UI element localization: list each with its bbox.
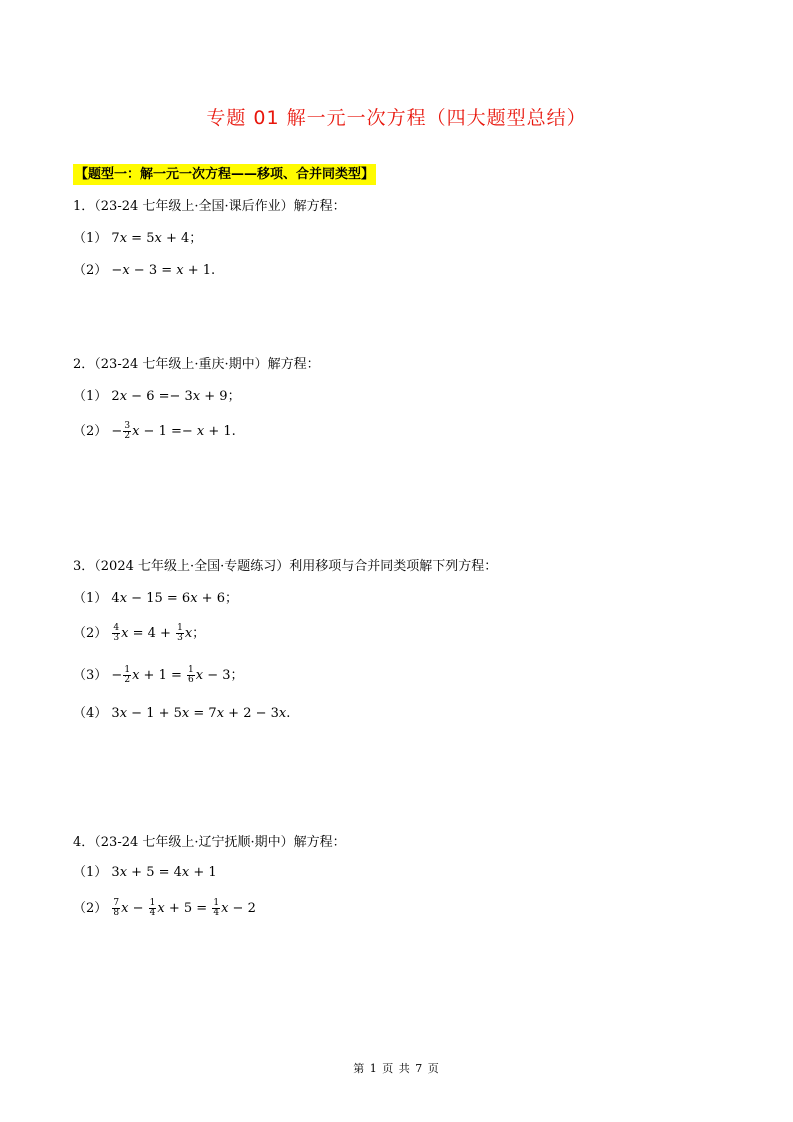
problem-3-item-4: （4） 3x − 1 + 5x = 7x + 2 − 3x. — [73, 706, 291, 721]
problem-3-item-2: （2） $\frac{4}{3}$ x = 4 + $\frac{1}{3}$ x； — [73, 623, 206, 643]
problem-2-header: 2．（23-24 七年级上·重庆·期中）解方程： — [73, 357, 320, 372]
problem-1-item-1: （1） 7x = 5x + 4； — [73, 231, 203, 246]
problem-3-item-1: （1） 4x − 15 = 6x + 6； — [73, 591, 238, 606]
problem-3-header: 3．（2024 七年级上·全国·专题练习）利用移项与合并同类项解下列方程： — [73, 559, 498, 574]
problem-1-header: 1．（23-24 七年级上·全国·课后作业）解方程： — [73, 199, 346, 214]
problem-4-header: 4．（23-24 七年级上·辽宁抚顺·期中）解方程： — [73, 835, 346, 850]
page-footer: 第 1 页 共 7 页 — [353, 1062, 440, 1075]
problem-4-item-2: （2） $\frac{7}{8}$ x − $\frac{1}{4}$ x + 5 = $\frac{1}{4}$ x − 2 — [73, 898, 256, 918]
page-title: 专题 01 解一元一次方程（四大题型总结） — [206, 107, 587, 129]
problem-3-item-3: （3） − $\frac{1}{2}$ x + 1 = $\frac{1}{6}$ x − 3； — [73, 665, 244, 685]
problem-2-item-2: （2） − $\frac{3}{2}$ x − 1 =− x + 1. — [73, 421, 236, 441]
section-heading: 【题型一：解一元一次方程——移项、合并同类型】 — [73, 164, 376, 185]
problem-2-item-1: （1） 2x − 6 =− 3x + 9； — [73, 389, 241, 404]
problem-4-item-1: （1） 3x + 5 = 4x + 1 — [73, 865, 217, 880]
problem-1-item-2: （2） −x − 3 = x + 1. — [73, 263, 216, 278]
